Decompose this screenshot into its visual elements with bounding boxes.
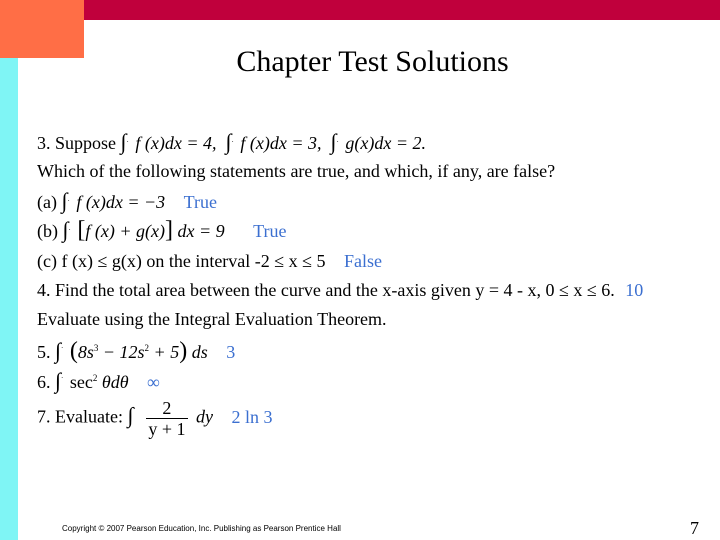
q3-expression-2: f (x)dx = 3, xyxy=(240,133,322,153)
left-paren: ( xyxy=(69,338,78,364)
question-6-answer: ∞ xyxy=(147,372,160,392)
part-b-label: (b) xyxy=(37,221,58,241)
q7-tail: dy xyxy=(196,406,213,427)
fraction-denominator: y + 1 xyxy=(148,419,186,439)
q6-tail: θdθ xyxy=(97,372,129,392)
q6-sec: sec xyxy=(69,372,93,392)
question-3-label: 3. Suppose xyxy=(37,133,117,153)
right-paren: ) xyxy=(179,338,188,364)
part-a-expression: f (x)dx = −3 xyxy=(76,192,166,212)
fraction-numerator: 2 xyxy=(162,398,172,418)
q5-exp-a: 3 xyxy=(93,343,99,353)
integral-limits: · xyxy=(231,138,234,146)
fraction xyxy=(146,398,187,439)
question-7-line xyxy=(37,398,273,439)
integral-limits: · xyxy=(61,374,64,382)
left-accent-strip xyxy=(0,58,18,540)
part-b-expression: f (x) + g(x) xyxy=(85,221,165,241)
part-a-answer: True xyxy=(183,192,217,212)
q5-exp-b: 2 xyxy=(144,343,150,353)
question-6-label: 6. xyxy=(37,372,51,392)
q6-exp: 2 xyxy=(92,373,98,383)
q5-term-c: + 5 xyxy=(149,342,180,362)
copyright-footer: Copyright © 2007 Pearson Education, Inc. Publishing as Pearson Prentice Hall xyxy=(62,524,341,533)
q5-tail: ds xyxy=(191,342,208,362)
q3-part-c xyxy=(37,250,382,272)
question-5-label: 5. xyxy=(37,342,51,362)
integral-limits: · xyxy=(133,405,136,413)
integral-limits: · xyxy=(67,197,70,205)
integral-symbol: ∫ xyxy=(330,129,337,154)
integral-symbol: ∫ xyxy=(127,402,134,428)
evaluate-instruction: Evaluate using the Integral Evaluation Theorem. xyxy=(37,309,387,329)
integral-limits: · xyxy=(336,138,339,146)
integral-symbol: ∫ xyxy=(55,368,62,393)
page-number: 7 xyxy=(690,518,699,538)
integral-symbol: ∫ xyxy=(120,129,127,154)
question-6-line xyxy=(37,367,160,393)
right-bracket: ] xyxy=(164,217,173,243)
integral-symbol: ∫ xyxy=(61,188,68,213)
q3-expression-1: f (x)dx = 4, xyxy=(135,133,217,153)
part-c-text: (c) f (x) ≤ g(x) on the interval -2 ≤ x ≤ 5 xyxy=(37,251,326,271)
slide-title: Chapter Test Solutions xyxy=(236,45,509,78)
q5-term-a: 8s xyxy=(77,342,94,362)
question-4-answer: 10 xyxy=(625,280,644,300)
top-accent-bar xyxy=(84,0,720,20)
q3-part-a xyxy=(37,190,217,213)
integral-symbol: ∫ xyxy=(225,129,232,154)
question-7-answer: 2 ln 3 xyxy=(231,406,273,427)
left-bracket: [ xyxy=(77,217,86,243)
integral-symbol: ∫ xyxy=(62,217,69,242)
q3-part-b xyxy=(37,219,286,242)
question-3-line xyxy=(37,131,426,154)
part-b-answer: True xyxy=(253,221,287,241)
integral-symbol: ∫ xyxy=(55,338,62,363)
part-b-tail: dx = 9 xyxy=(177,221,225,241)
part-c-answer: False xyxy=(344,251,383,271)
integral-limits: · xyxy=(61,344,64,352)
part-a-label: (a) xyxy=(37,192,57,212)
integral-limits: · xyxy=(126,138,129,146)
question-5-line xyxy=(37,337,235,363)
q5-term-b: − 12s xyxy=(98,342,145,362)
integral-limits: · xyxy=(68,226,71,234)
question-4-text: 4. Find the total area between the curve and the x-axis given y = 4 - x, 0 ≤ x ≤ 6. xyxy=(37,280,615,300)
question-7-label: 7. Evaluate: xyxy=(37,406,123,427)
q3-expression-3: g(x)dx = 2. xyxy=(345,133,427,153)
question-4-line xyxy=(37,279,643,301)
question-5-answer: 3 xyxy=(226,342,236,362)
q3-prompt: Which of the following statements are true, and which, if any, are false? xyxy=(37,161,556,181)
